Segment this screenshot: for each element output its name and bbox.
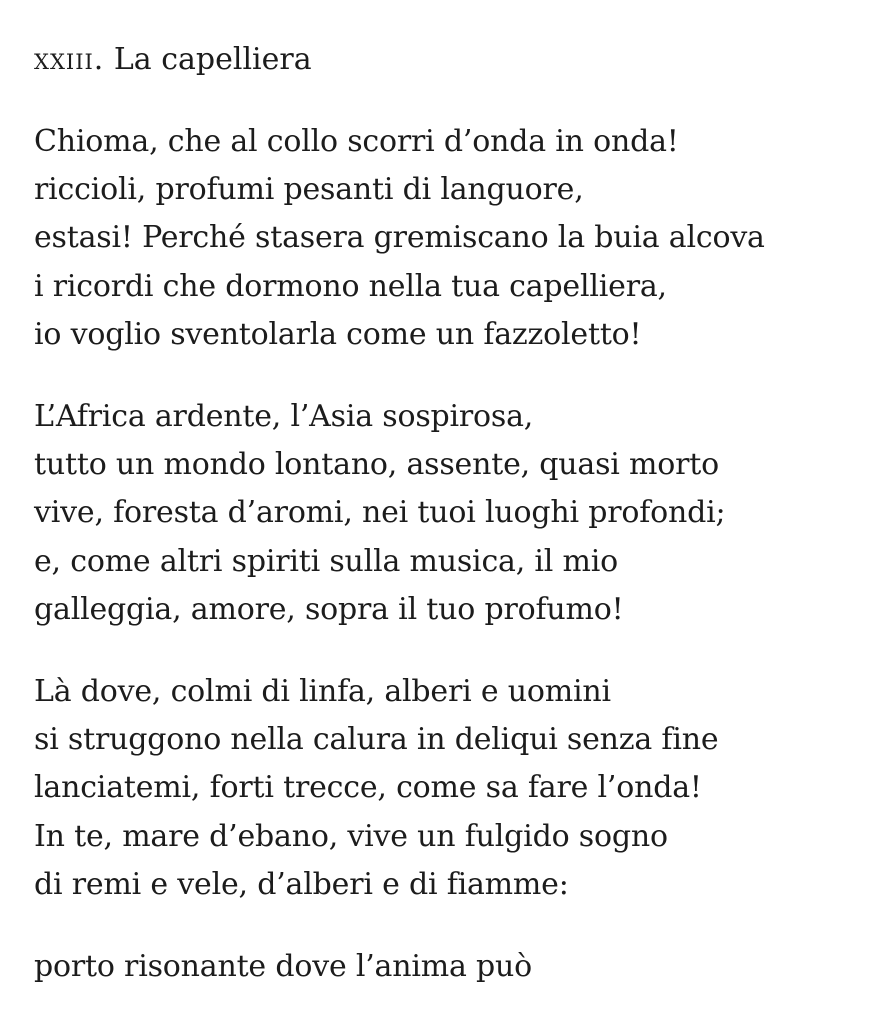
poem-heading xyxy=(34,40,312,80)
poem-line: riccioli, profumi pesanti di languore, xyxy=(34,172,584,208)
poem-line: e, come altri spiriti sulla musica, il mio xyxy=(34,543,619,579)
poem-number: xxiii. xyxy=(34,42,105,77)
poem-line: io voglio sventolarla come un fazzoletto! xyxy=(34,316,642,352)
poem-line: di remi e vele, d’alberi e di fiamme: xyxy=(34,866,569,902)
stanza-1 xyxy=(34,118,765,359)
stanza-4 xyxy=(34,943,532,991)
poem-line: tutto un mondo lontano, assente, quasi morto xyxy=(34,447,720,483)
poem-line: estasi! Perché stasera gremiscano la buia alcova xyxy=(34,220,765,256)
poem-line: L’Africa ardente, l’Asia sospirosa, xyxy=(34,399,534,434)
poem-line: Là dove, colmi di linfa, alberi e uomini xyxy=(34,674,611,709)
poem-line: Chioma, che al collo scorri d’onda in onda! xyxy=(34,124,679,159)
poem-line: vive, foresta d’aromi, nei tuoi luoghi profondi; xyxy=(34,495,726,531)
stanza-3 xyxy=(34,668,718,909)
poem-title: La capelliera xyxy=(113,42,312,77)
poem-line: In te, mare d’ebano, vive un fulgido sogno xyxy=(34,818,668,854)
stanza-2 xyxy=(34,393,725,634)
poem-line: galleggia, amore, sopra il tuo profumo! xyxy=(34,591,624,627)
poem-line: porto risonante dove l’anima può xyxy=(34,949,533,984)
poem-line: i ricordi che dormono nella tua capelliera, xyxy=(34,268,667,304)
poem-line: lanciatemi, forti trecce, come sa fare l’onda! xyxy=(34,770,702,806)
poem-line: si struggono nella calura in deliqui senza fine xyxy=(34,722,719,758)
